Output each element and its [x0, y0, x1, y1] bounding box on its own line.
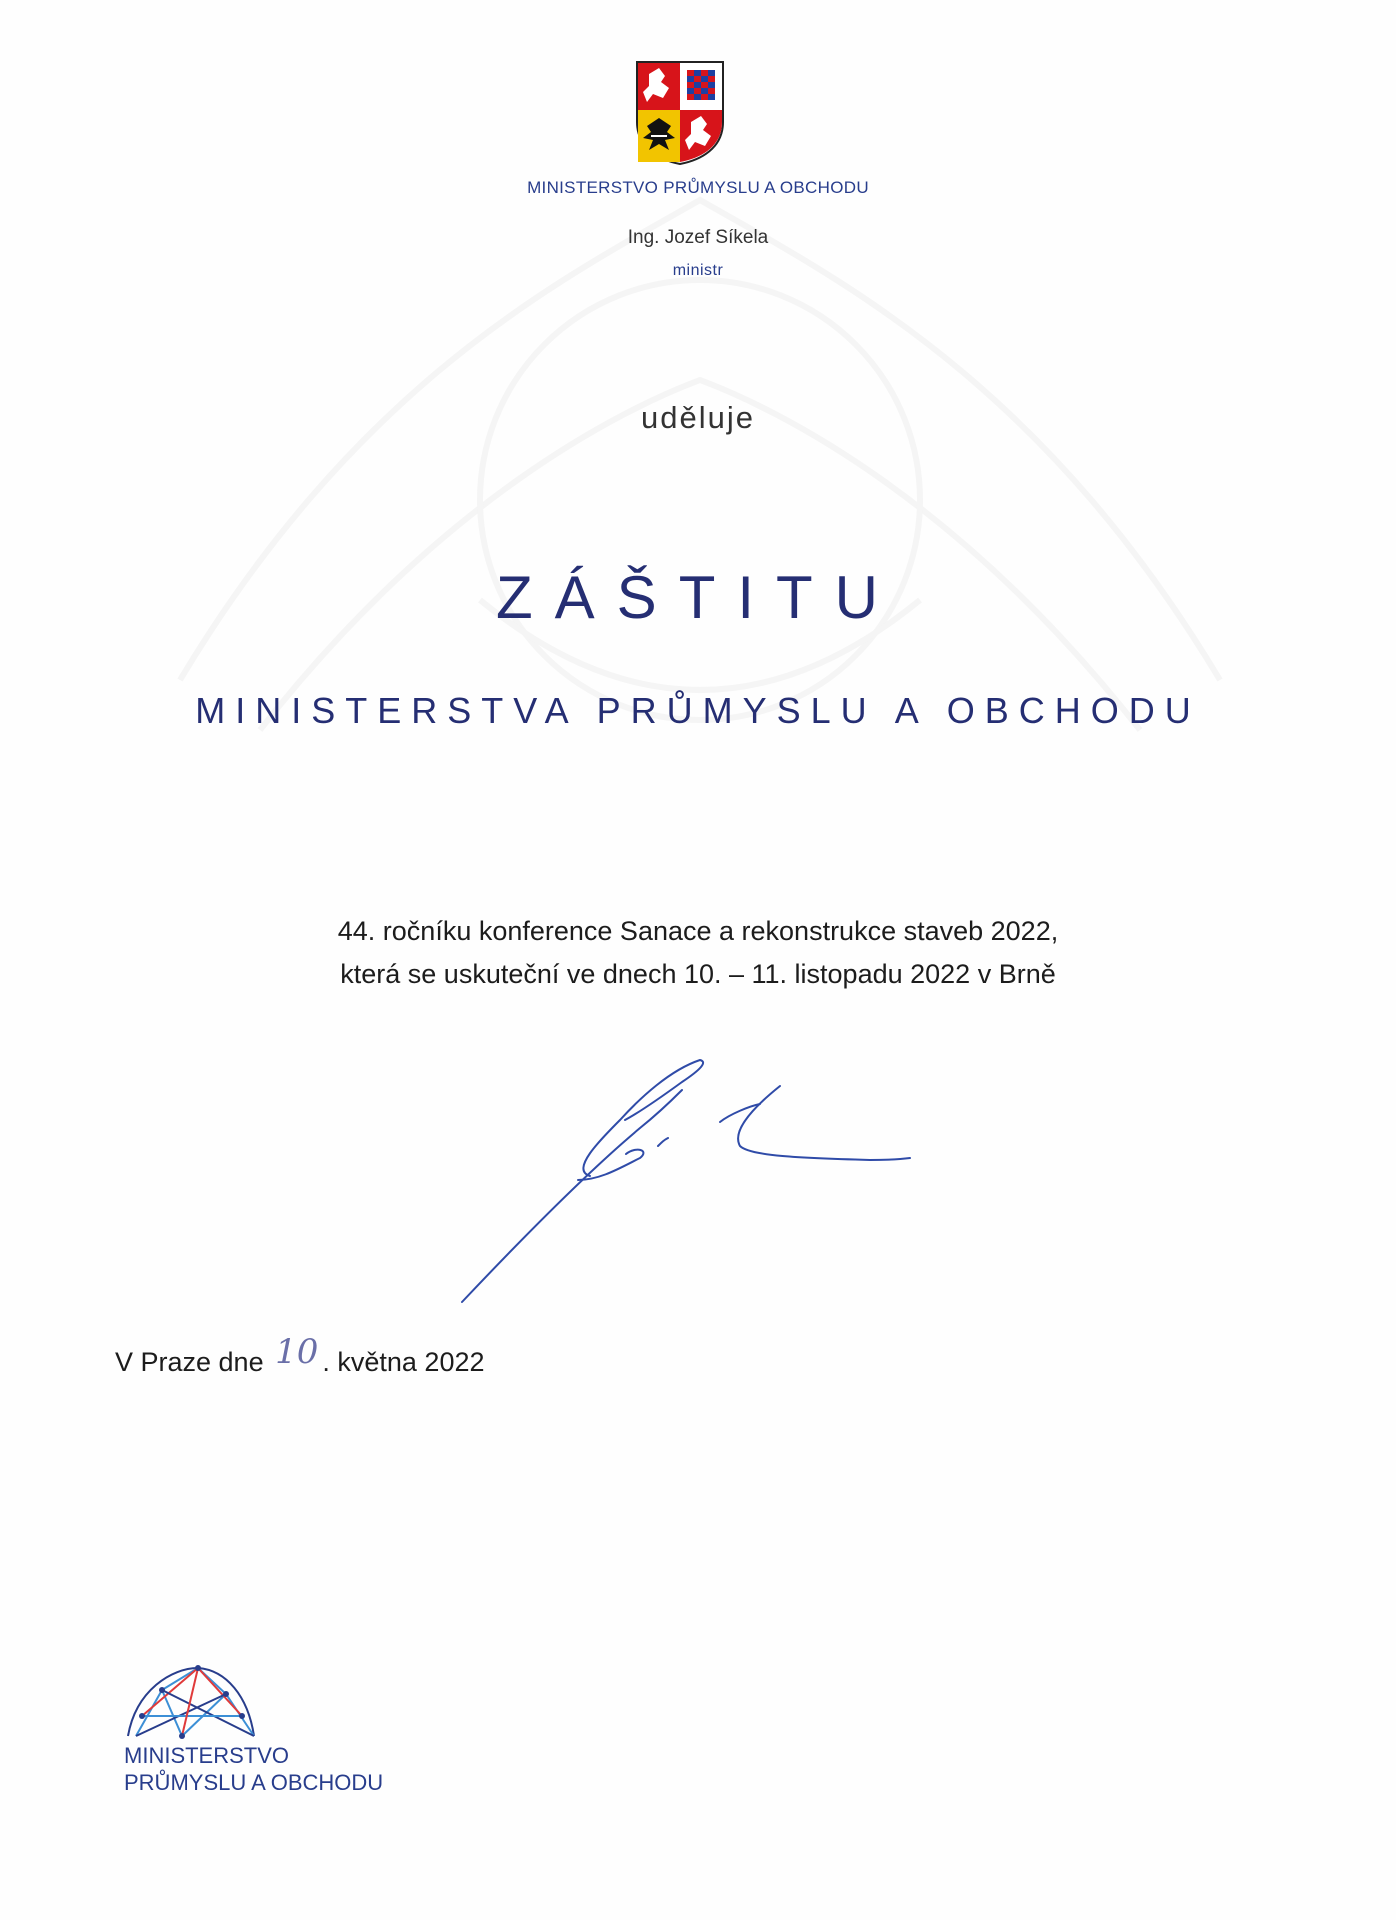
minister-name: Ing. Jozef Síkela: [627, 227, 769, 248]
event-description: [0, 910, 1396, 996]
date-suffix: . května 2022: [322, 1347, 485, 1377]
minister-role: ministr: [672, 262, 724, 279]
signature-icon: [450, 1050, 970, 1310]
ministry-logo-icon: [122, 1660, 262, 1740]
event-line-1: 44. ročníku konference Sanace a rekonstrukce staveb 2022,: [337, 916, 1059, 946]
footer-logo-line-2: PRŮMYSLU A OBCHODU: [124, 1770, 384, 1795]
header-ministry-name: MINISTERSTVO PRŮMYSLU A OBCHODU: [527, 178, 869, 197]
watermark-emblem: [60, 80, 1340, 900]
award-title: ZÁŠTITU: [496, 564, 900, 631]
czech-coat-of-arms-icon: [635, 60, 725, 166]
event-line-2: která se uskuteční ve dnech 10. – 11. listopadu 2022 v Brně: [340, 959, 1056, 989]
award-subtitle: MINISTERSTVA PRŮMYSLU A OBCHODU: [195, 690, 1201, 731]
footer-logo-line-1: MINISTERSTVO: [124, 1743, 290, 1768]
date-day-handwritten: 10: [275, 1332, 319, 1372]
place-and-date: [115, 1332, 485, 1380]
date-prefix: V Praze dne: [115, 1347, 264, 1377]
footer-ministry-name: [124, 1742, 383, 1796]
grants-label: uděluje: [641, 400, 755, 435]
